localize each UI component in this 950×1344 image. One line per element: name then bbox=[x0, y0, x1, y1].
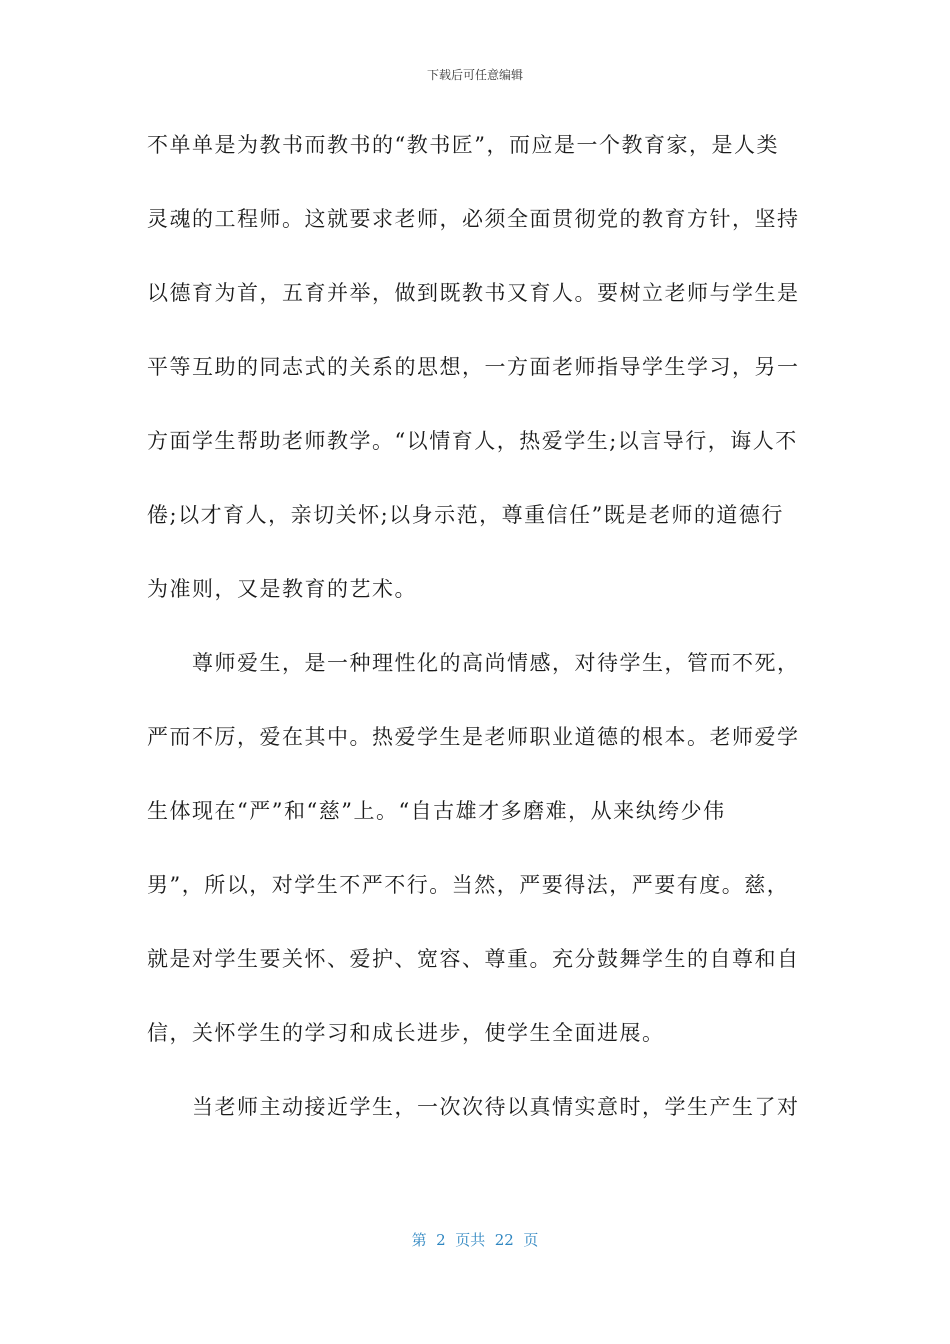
page-header: 下载后可任意编辑 bbox=[426, 68, 523, 82]
text-line: 不单单是为教书而教书的“教书匠”，而应是一个教育家，是人类 bbox=[147, 133, 779, 157]
text-line: 男”，所以，对学生不严不行。当然，严要得法，严要有度。慈， bbox=[147, 873, 790, 897]
text-line: 灵魂的工程师。这就要求老师，必须全面贯彻党的教育方针，坚持 bbox=[147, 207, 800, 231]
text-line: 倦;以才育人，亲切关怀;以身示范，尊重信任”既是老师的道德行 bbox=[147, 503, 784, 527]
page-footer: 第 2 页共 22 页 bbox=[411, 1231, 539, 1249]
text-line: 方面学生帮助老师教学。“以情育人，热爱学生;以言导行，诲人不 bbox=[147, 429, 798, 453]
text-line: 当老师主动接近学生，一次次待以真情实意时，学生产生了对 bbox=[147, 1095, 800, 1119]
text-line: 尊师爱生，是一种理性化的高尚情感，对待学生，管而不死， bbox=[147, 651, 800, 675]
text-line: 就是对学生要关怀、爱护、宽容、尊重。充分鼓舞学生的自尊和自 bbox=[147, 947, 800, 971]
document-body bbox=[147, 124, 803, 1160]
text-line: 信，关怀学生的学习和成长进步，使学生全面进展。 bbox=[147, 1021, 665, 1045]
text-line: 平等互助的同志式的关系的思想，一方面老师指导学生学习，另一 bbox=[147, 355, 800, 379]
text-line: 严而不厉，爱在其中。热爱学生是老师职业道德的根本。老师爱学 bbox=[147, 725, 800, 749]
text-line: 生体现在“严”和“慈”上。“自古雄才多磨难，从来纨绔少伟 bbox=[147, 799, 726, 823]
text-line: 为准则，又是教育的艺术。 bbox=[147, 577, 417, 601]
text-line: 以德育为首，五育并举，做到既教书又育人。要树立老师与学生是 bbox=[147, 281, 800, 305]
